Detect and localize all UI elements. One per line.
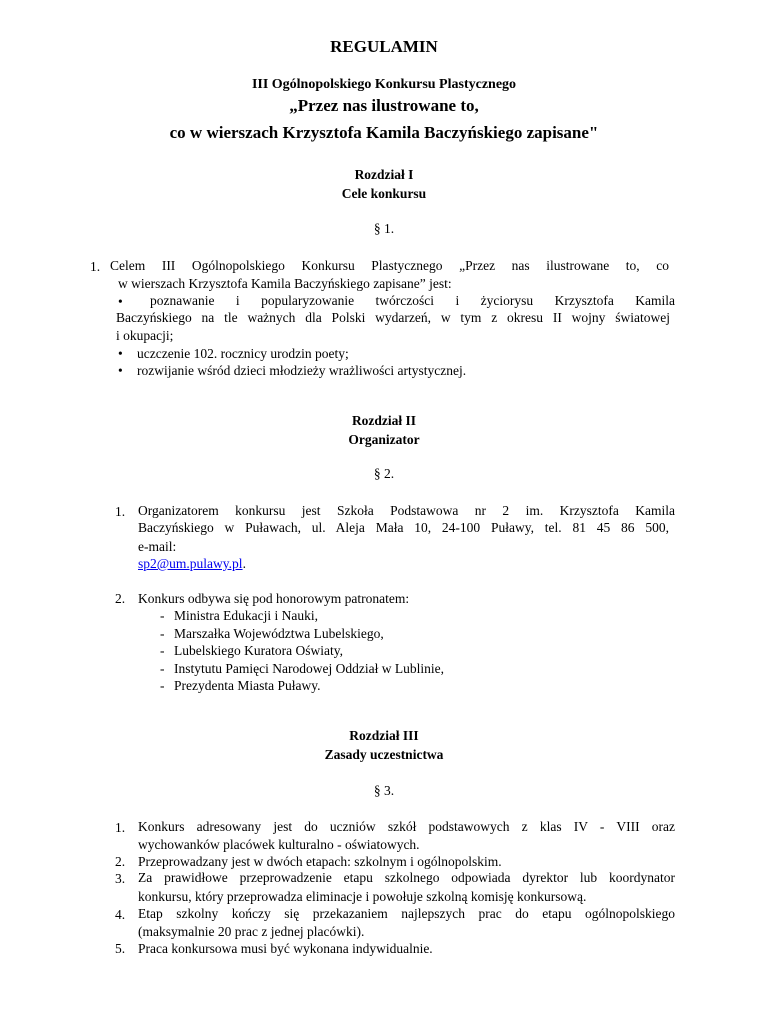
bullet-icon: • — [118, 294, 123, 309]
ch1-bullet-1-line-2: Baczyńskiego na tle ważnych dla Polski wydarzeń, w tym z okresu II wojny światowej — [116, 310, 670, 325]
patron-item: Marszałka Województwa Lubelskiego, — [174, 626, 384, 641]
dash-icon: - — [160, 608, 165, 623]
contest-name-line-1: „Przez nas ilustrowane to, — [289, 96, 479, 115]
patron-item: Prezydenta Miasta Puławy. — [174, 678, 321, 693]
chapter-2-title: Organizator — [348, 432, 420, 447]
ch2-item-1-number: 1. — [115, 504, 126, 519]
ch2-item-1-line-1: Organizatorem konkursu jest Szkoła Podstawowa nr 2 im. Krzysztofa Kamila — [138, 503, 675, 518]
ch3-item-number: 2. — [115, 854, 126, 869]
ch2-item-1-line-2: Baczyńskiego w Puławach, ul. Aleja Mała 10, 24-100 Puławy, tel. 81 45 86 500, — [138, 520, 669, 535]
ch3-item-4-line-2: (maksymalnie 20 prac z jednej placówki). — [138, 924, 365, 939]
ch2-item-2-text: Konkurs odbywa się pod honorowym patronatem: — [138, 591, 410, 606]
dash-icon: - — [160, 678, 165, 693]
paragraph-3-marker: § 3. — [373, 783, 395, 798]
ch3-item-number: 1. — [115, 820, 126, 835]
bullet-icon: • — [118, 363, 123, 378]
ch1-bullet-2: uczczenie 102. rocznicy urodzin poety; — [137, 346, 349, 361]
paragraph-2-marker: § 2. — [373, 466, 395, 481]
document-title: REGULAMIN — [330, 37, 438, 56]
chapter-2-heading: Rozdział II — [351, 413, 417, 428]
paragraph-1-marker: § 1. — [373, 221, 395, 236]
patron-item: Lubelskiego Kuratora Oświaty, — [174, 643, 343, 658]
email-line — [138, 555, 246, 572]
ch2-item-2-number: 2. — [115, 591, 126, 606]
ch3-item-2: Przeprowadzany jest w dwóch etapach: szkolnym i ogólnopolskim. — [138, 854, 502, 869]
ch3-item-1-line-2: wychowanków placówek kulturalno - oświatowych. — [138, 837, 420, 852]
ch3-item-3-line-2: konkursu, który przeprowadza eliminacje i powołuje szkolną komisję konkursową. — [138, 889, 587, 904]
contest-name-line-2: co w wierszach Krzysztofa Kamila Baczyńskiego zapisane" — [169, 123, 599, 142]
ch3-item-5: Praca konkursowa musi być wykonana indywidualnie. — [138, 941, 433, 956]
chapter-1-heading: Rozdział I — [354, 167, 414, 182]
patron-item: Ministra Edukacji i Nauki, — [174, 608, 318, 623]
dash-icon: - — [160, 661, 165, 676]
ch1-item-line-2: w wierszach Krzysztofa Kamila Baczyńskiego zapisane” jest: — [118, 276, 452, 291]
patron-item: Instytutu Pamięci Narodowej Oddział w Lublinie, — [174, 661, 444, 676]
dash-icon: - — [160, 643, 165, 658]
contest-subtitle: III Ogólnopolskiego Konkursu Plastycznego — [251, 77, 517, 92]
ch3-item-1-line-1: Konkurs adresowany jest do uczniów szkół podstawowych z klas IV - VIII oraz — [138, 819, 675, 834]
ch2-item-1-line-3: e-mail: — [138, 539, 177, 554]
ch1-item-line-1: Celem III Ogólnopolskiego Konkursu Plastycznego „Przez nas ilustrowane to, co — [110, 258, 669, 273]
dash-icon: - — [160, 626, 165, 641]
ch1-bullet-1-line-1: poznawanie i popularyzowanie twórczości i życiorysu Krzysztofa Kamila — [150, 293, 675, 308]
ch3-item-4-line-1: Etap szkolny kończy się przekazaniem najlepszych prac do etapu ogólnopolskiego — [138, 906, 675, 921]
ch1-bullet-1-line-3: i okupacji; — [116, 328, 174, 343]
ch1-bullet-3: rozwijanie wśród dzieci młodzieży wrażliwości artystycznej. — [137, 363, 467, 378]
chapter-1-title: Cele konkursu — [341, 186, 427, 201]
email-link[interactable]: sp2@um.pulawy.pl — [138, 556, 243, 571]
bullet-icon: • — [118, 346, 123, 361]
ch3-item-3-line-1: Za prawidłowe przeprowadzenie etapu szkolnego odpowiada dyrektor lub koordynator — [138, 870, 675, 885]
chapter-3-heading: Rozdział III — [349, 728, 419, 743]
email-period: . — [242, 556, 246, 571]
ch3-item-number: 3. — [115, 871, 126, 886]
ch3-item-number: 5. — [115, 941, 126, 956]
ch1-item-number: 1. — [90, 259, 101, 274]
chapter-3-title: Zasady uczestnictwa — [324, 747, 444, 762]
ch3-item-number: 4. — [115, 907, 126, 922]
